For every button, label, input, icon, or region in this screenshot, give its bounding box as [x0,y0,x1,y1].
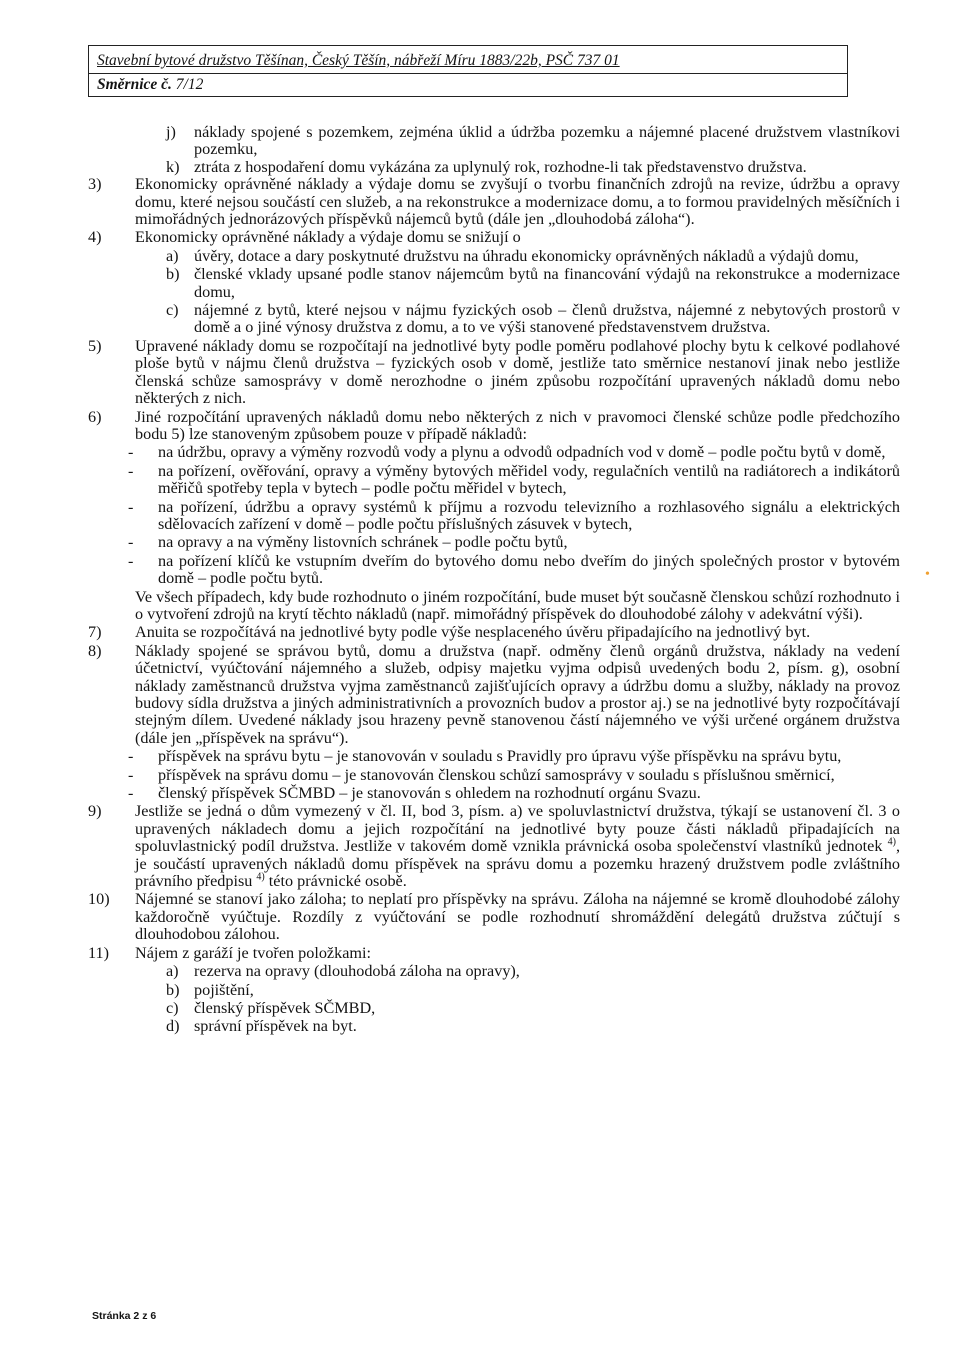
page-number: Stránka 2 z 6 [92,1310,157,1322]
dash-bullet: - [128,533,134,552]
item-number: a) [166,962,179,981]
item-number: c) [166,301,179,320]
item-text: této právnické osobě. [268,872,407,891]
item-text: Nájem z garáží je tvořen položkami: [135,943,371,962]
item-number: 11) [88,943,109,962]
dash-bullet: - [128,497,134,516]
item-text: Ve všech případech, kdy bude rozhodnuto o jiném rozpočítání, bude muset být současně členskou schůzí rozhodnuto i o vytvoření zdrojů na krytí těchto nákladů (např. mimořádný příspěvek do dlouhodobé zálohy v adekvátní výši). [135,587,900,623]
item-number: j) [166,123,176,141]
header-directive-number: 7/12 [175,76,204,93]
dash-bullet: - [128,551,134,570]
item-text: Jiné rozpočítání upravených nákladů domu nebo některých z nich v pravomoci členské schůze podle předchozího bodu 5) lze stanoveným způsobem pouze v případě nákladů: [135,407,900,443]
point-6-paragraph [88,589,900,624]
item-text: úvěry, dotace a dary poskytnuté družstvu na úhradu ekonomicky oprávněných nákladů a výdajů domu, [194,246,859,265]
item-text: členské vklady upsané podle stanov nájemcům bytů na financování výdajů na rekonstrukce a modernizace domu, [194,265,900,301]
dash-bullet: - [128,747,134,766]
item-j [88,124,900,159]
dash-bullet: - [128,765,134,784]
point-8-dash-1 [88,748,900,765]
item-number: c) [166,998,179,1017]
item-number: 10) [88,890,110,909]
item-text: na údržbu, opravy a výměny rozvodů vody a plynu a odvodů odpadních vod v domě – podle počtu bytů v domě, [158,443,886,462]
point-11c [88,1000,900,1017]
point-6-dash-1 [88,444,900,461]
item-number: k) [166,157,180,176]
item-number: b) [166,980,180,999]
item-text: Nájemné se stanoví jako záloha; to neplatí pro příspěvky na správu. Záloha na nájemné se kromě dlouhodobé zálohy každoročně vyúčtuje. Rozdíly z vyúčtování se podle rozhodnutí shromáždění delegátů družstva zúčtují s dlouhodobou zálohou. [135,890,900,944]
point-6-dash-4 [88,534,900,551]
point-6-dash-5 [88,553,900,588]
item-number: 7) [88,623,102,642]
header-organization: Stavební bytové družstvo Těšínan, Český Těšín, nábřeží Míru 1883/22b, PSČ 737 01 [97,52,620,69]
point-7 [88,624,900,641]
item-text: ztráta z hospodaření domu vykázána za uplynulý rok, rozhodne-li tak představenstvo družstva. [194,157,807,176]
header-divider [89,73,847,74]
document-header [88,45,848,97]
point-11d [88,1018,900,1035]
item-text: správní příspěvek na byt. [194,1017,357,1036]
item-text: Jestliže se jedná o dům vymezený v čl. II, bod 3, písm. a) ve spoluvlastnictví družstva, týkají se ustanovení čl. 3 o upravených nákladech domu a jejich rozpočítání na jednotlivé byty pouze části nákladů připadajících na spoluvlastnický podíl družstva. Jestliže v takovém domě vznikla právnická osoba společenství vlastníků jednotek [135,802,900,856]
header-directive-label: Směrnice č. [97,76,172,93]
item-number: 3) [88,175,102,194]
point-6-dash-2 [88,463,900,498]
point-11a [88,963,900,980]
footnote-ref: 4) [256,871,265,883]
item-text: pojištění, [194,980,254,999]
item-text: Anuita se rozpočítává na jednotlivé byty podle výše nesplaceného úvěru připadajícího na jednotlivý byt. [135,623,811,642]
item-number: 4) [88,228,102,247]
margin-mark: • [925,567,930,582]
item-text: náklady spojené s pozemkem, zejména úklid a údržba pozemku a nájemné placené družstvem vlastníkovi pozemku, [194,123,900,159]
point-8-dash-2 [88,767,900,784]
item-text: příspěvek na správu domu – je stanovován členskou schůzí samosprávy v souladu s příslušnou směrnicí, [158,765,835,784]
point-9 [88,803,900,890]
point-10 [88,891,900,943]
item-text: Ekonomicky oprávněné náklady a výdaje domu se snižují o [135,228,521,247]
item-number: d) [166,1017,180,1036]
point-11b [88,982,900,999]
point-6 [88,409,900,444]
point-4a [88,248,900,265]
item-text: Ekonomicky oprávněné náklady a výdaje domu se zvyšují o tvorbu finančních zdrojů na revize, údržbu a opravy domu, které nejsou součástí cen služeb, a na rekonstrukce a modernizace domu, a to formou pravidelných měsíčních i mimořádných jednorázových příspěvků nájemců bytů (dále jen „dlouhodobá záloha“). [135,175,900,229]
item-number: b) [166,265,180,284]
item-text: na pořízení klíčů ke vstupním dveřím do bytového domu nebo dveřím do jiných společných prostor v bytovém domě – podle počtu bytů. [158,551,900,588]
item-k [88,159,900,176]
point-4b [88,266,900,301]
dash-bullet: - [128,443,134,462]
point-5 [88,338,900,408]
item-number: 9) [88,802,102,821]
item-text: příspěvek na správu bytu – je stanovován v souladu s Pravidly pro úpravu výše příspěvku na správu bytu, [158,747,842,766]
item-number: 6) [88,407,102,426]
item-text: na opravy a na výměny listovních schránek – podle počtu bytů, [158,533,568,552]
header-directive [97,76,203,94]
point-3 [88,176,900,228]
item-text: Náklady spojené se správou bytů, domu a družstva (např. odměny členů orgánů družstva, náklady na vedení účetnictví, vyúčtování nájemného a služeb, odpisy majetku vyjma odpisů uvedených bodu 2, písm. g), osobní náklady zaměstnanců družstva vyjma zaměstnanců zajišťujících opravy a údržbu domu a služby, náklady na provoz budovy sídla družstva a jiných administrativních a provozních budov a prostor aj.) se na jednotlivé byty rozpočítávají stejným dílem. Uvedené náklady jsou hrazeny pevně stanovenou částí nájemného ve výši určené orgánem družstva (dále jen „příspěvek na správu“). [135,641,900,747]
item-text: na pořízení, ověřování, opravy a výměny bytových měřidel vody, regulačních ventilů na radiátorech a indikátorů měřičů spotřeby tepla v bytech – podle počtu měřidel v bytech, [158,461,900,498]
item-text: rezerva na opravy (dlouhodobá záloha na opravy), [194,962,520,981]
item-text: nájemné z bytů, které nejsou v nájmu fyzických osob – členů družstva, nájemné z nebytových prostorů v domě a o jiné výnosy družstva z domu, a to ve výši stanovené představenstvem družstva. [194,301,900,337]
point-4 [88,229,900,246]
point-11 [88,945,900,962]
point-4c [88,302,900,337]
footnote-ref: 4) [887,836,896,848]
dash-bullet: - [128,784,134,803]
dash-bullet: - [128,461,134,480]
document-body [88,124,900,1037]
point-8-dash-3 [88,785,900,802]
item-text: členský příspěvek SČMBD, [194,998,376,1017]
item-text: , je součástí upravených nákladů domu příspěvek na správu domu a pozemku hrazený družstvem podle zvláštního právního předpisu [135,837,901,891]
item-text: Upravené náklady domu se rozpočítají na jednotlivé byty podle poměru podlahové plochy bytu k celkové podlahové ploše bytů v nájmu členů družstva – fyzických osob v domě, jestliže tato směrnice nestanoví jinak nebo jestliže členská schůze samosprávy v domě nerozhodne o jiném způsobu rozpočítání upravených nákladů domu nebo některých z nich. [135,336,900,408]
point-6-dash-3 [88,499,900,534]
item-text: na pořízení, údržbu a opravy systémů k příjmu a rozvodu televizního a rozhlasového signálu a elektrických sdělovacích zařízení v domě – podle počtu příslušných zásuvek v bytech, [158,497,900,533]
item-number: 5) [88,336,102,355]
point-8 [88,643,900,747]
item-number: 8) [88,641,102,660]
item-number: a) [166,246,179,265]
item-text: členský příspěvek SČMBD – je stanovován s ohledem na rozhodnutí orgánu Svazu. [158,784,701,803]
